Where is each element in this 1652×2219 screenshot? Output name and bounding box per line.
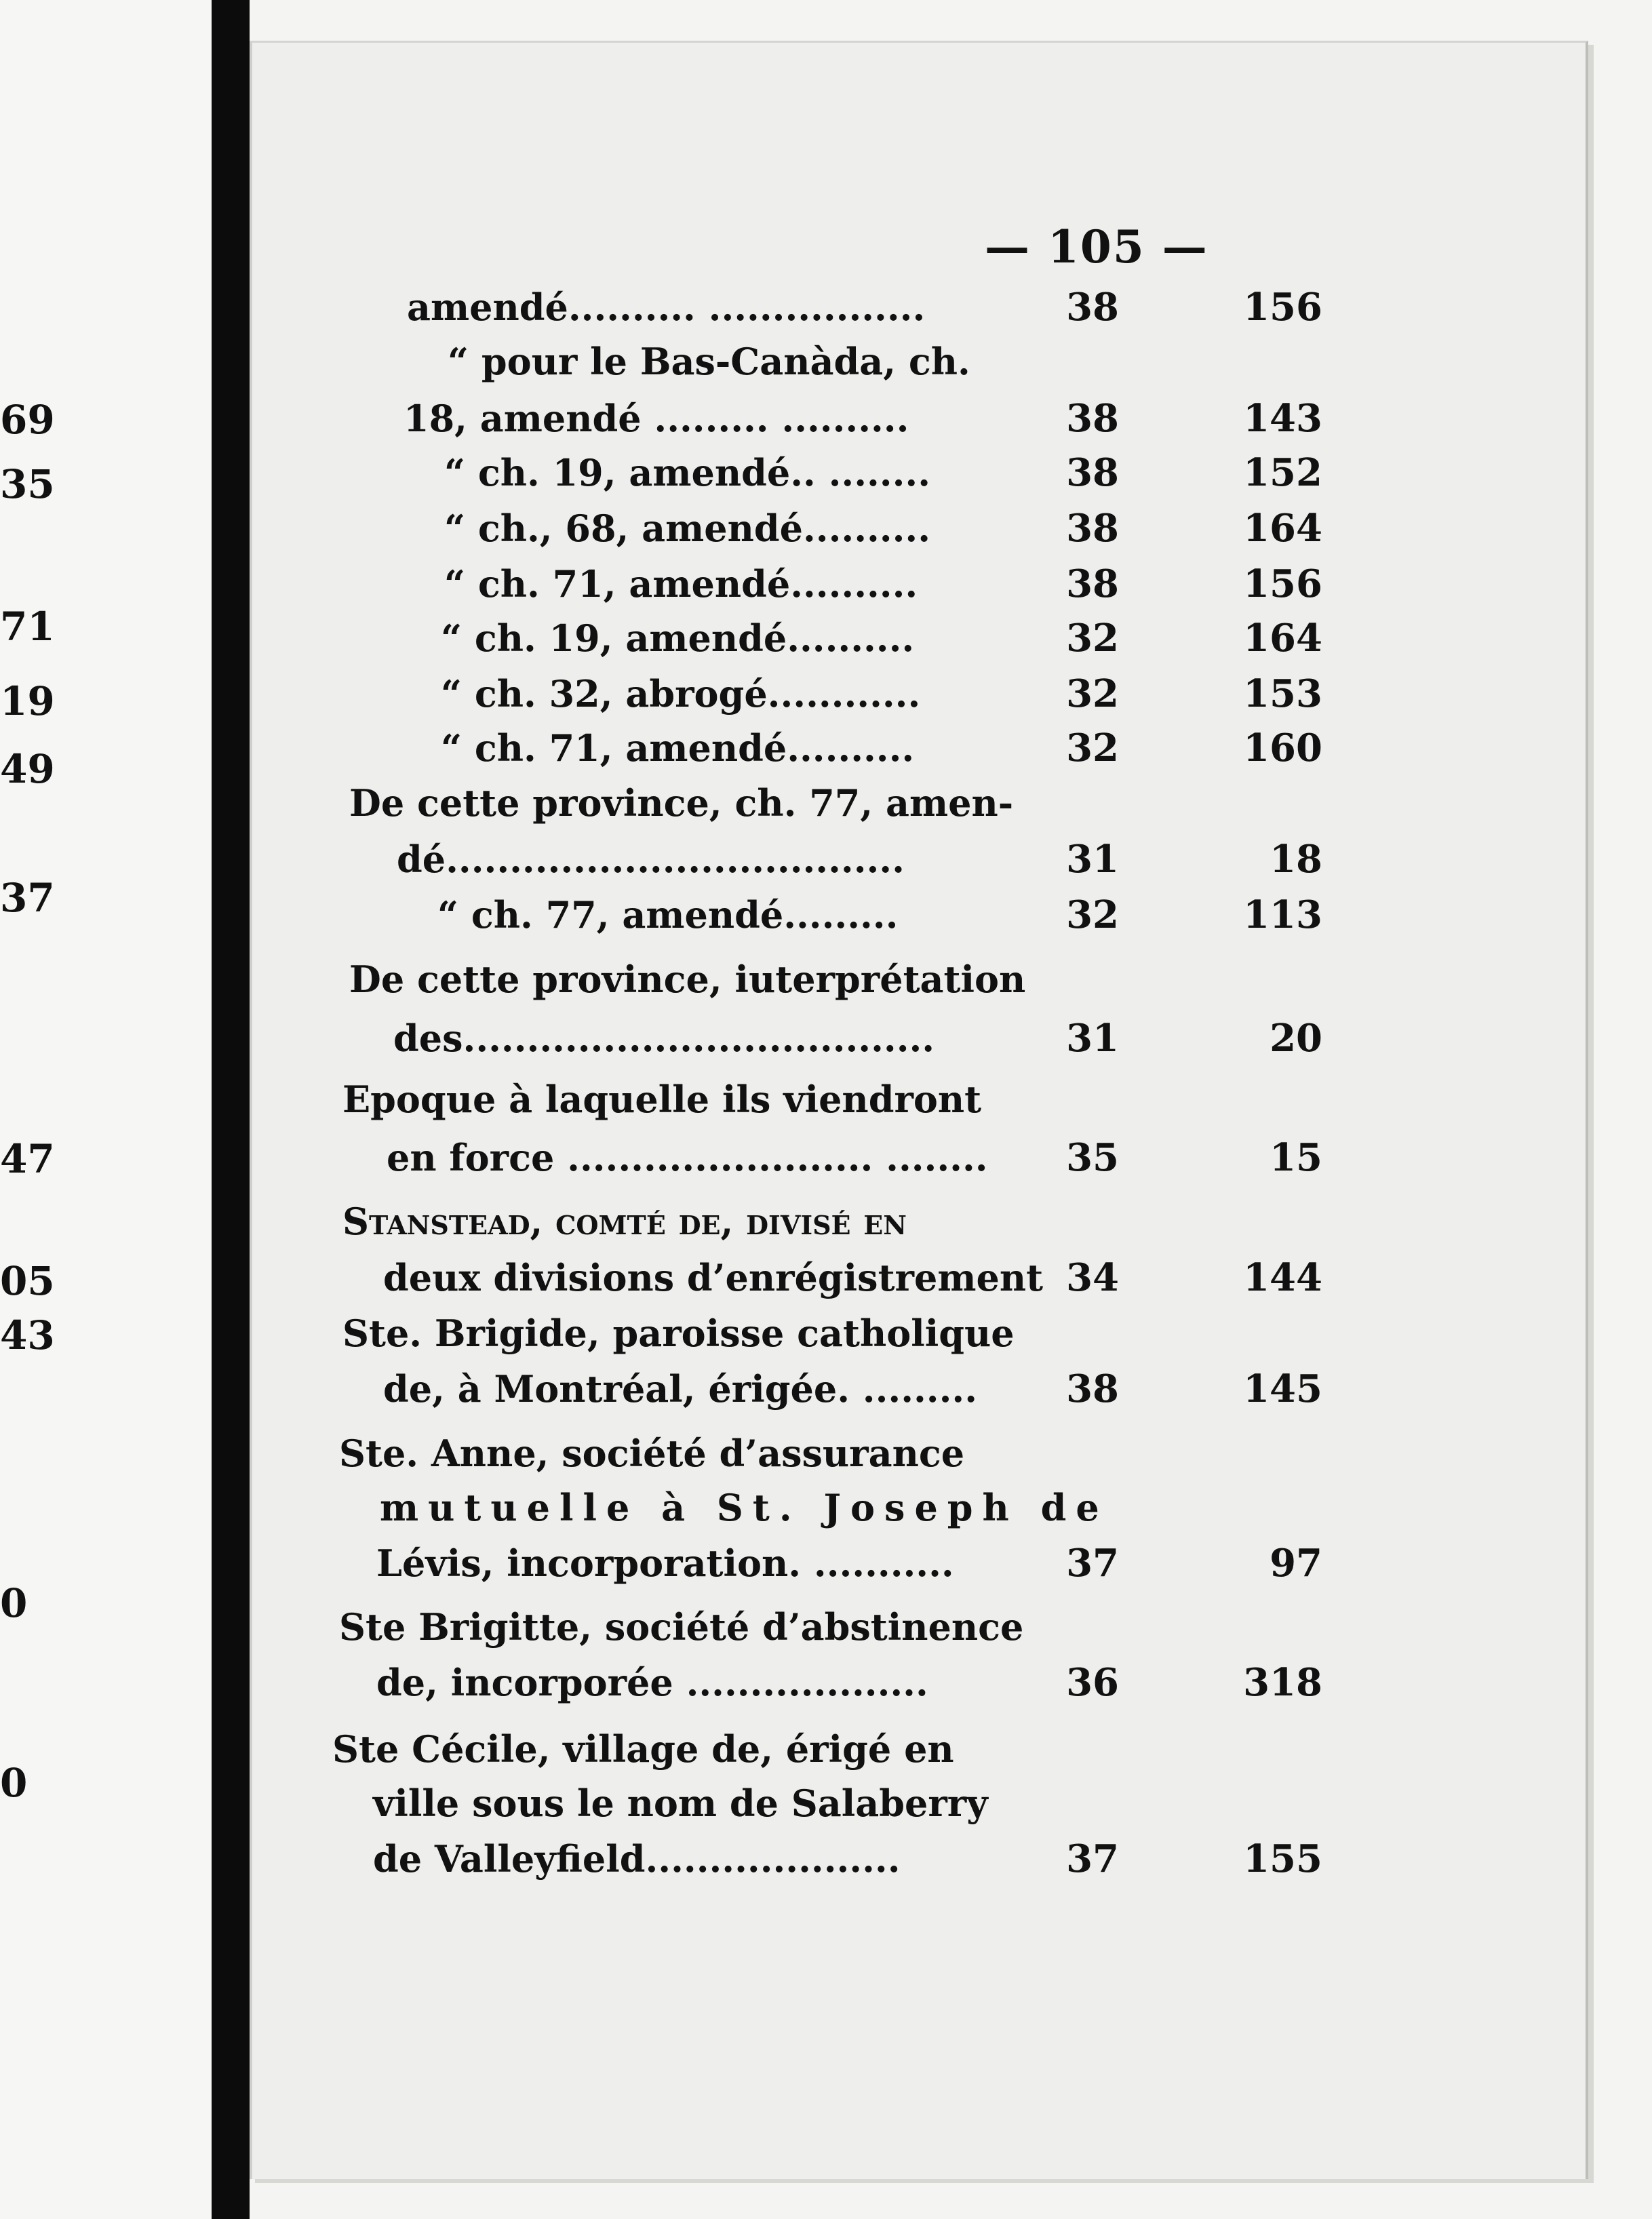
left-page-number: 0 [0,1580,28,1626]
index-entry [0,1480,1356,1535]
entry-text: “ pour le Bas-Canàda, ch. [448,340,970,383]
entry-text: de, incorporée ................... [376,1661,928,1704]
entry-volume: 32 [1066,726,1119,770]
index-entry [0,1655,1356,1710]
index-entry [0,1426,1356,1481]
entry-text: deux divisions d’enrégistrement [383,1256,1044,1299]
index-entry [0,1010,1356,1066]
index-entry [0,556,1356,612]
left-page-number: 05 [0,1258,55,1304]
left-page-number: 43 [0,1312,55,1358]
entry-text: des..................................... [393,1017,935,1060]
index-entry [0,1194,1356,1249]
entry-page: 156 [1243,562,1322,606]
entry-text: Ste. Brigide, paroisse catholique [342,1312,1015,1355]
entry-text: De cette province, ch. 77, amen- [349,781,1014,825]
entry-volume: 38 [1066,285,1119,330]
entry-volume: 37 [1066,1837,1119,1881]
entry-text: amendé.......... ................. [407,286,926,329]
entry-page: 155 [1243,1837,1322,1881]
left-page-number: 35 [0,461,55,507]
entry-volume: 31 [1066,1016,1119,1061]
entry-text: “ ch. 19, amendé.. ........ [444,451,931,494]
entry-page: 152 [1243,450,1322,495]
entry-page: 153 [1243,671,1322,716]
page-number: — 105 — [985,220,1208,273]
entry-text: “ ch. 71, amendé.......... [444,562,918,606]
entry-page: 164 [1243,506,1322,551]
left-page-number: 19 [0,678,55,724]
entry-volume: 38 [1066,396,1119,441]
index-entry [0,666,1356,722]
entry-page: 145 [1243,1367,1322,1411]
index-entry [0,1250,1356,1305]
entry-page: 18 [1270,837,1322,882]
entry-text: de Valleyfield.................... [373,1837,901,1881]
entry-volume: 32 [1066,892,1119,937]
entry-volume: 32 [1066,616,1119,661]
entry-text: Lévis, incorporation. ........... [376,1541,954,1585]
entry-text: Stanstead, comté de, divisé en [342,1200,907,1243]
index-entry [0,1305,1356,1361]
index-entry [0,951,1356,1007]
index-entry [0,1535,1356,1591]
entry-volume: 35 [1066,1135,1119,1180]
entry-volume: 38 [1066,1367,1119,1411]
left-page-number: 49 [0,746,55,792]
index-entry [0,1599,1356,1655]
left-page-number: 47 [0,1136,55,1182]
entry-text: “ ch. 32, abrogé............ [441,672,921,715]
index-entry [0,1775,1356,1831]
index-entry [0,391,1356,446]
entry-text: “ ch., 68, amendé.......... [444,507,931,550]
index-entry [0,887,1356,943]
index-entry [0,279,1356,335]
index-entry [0,1361,1356,1417]
entry-text: De cette province, iuterprétation [349,958,1026,1001]
index-entry [0,720,1356,776]
entry-page: 143 [1243,396,1322,441]
entry-text: Ste Brigitte, société d’abstinence [339,1605,1024,1649]
entry-text: 18, amendé ......... .......... [404,397,909,440]
entry-volume: 37 [1066,1541,1119,1586]
left-page-number: 0 [0,1760,28,1806]
entry-page: 318 [1243,1660,1322,1705]
entry-volume: 38 [1066,506,1119,551]
index-entry [0,1130,1356,1185]
entry-text: Epoque à laquelle ils viendront [342,1078,982,1121]
entry-page: 15 [1270,1135,1322,1180]
entry-text: en force ........................ ........ [387,1136,988,1179]
entry-page: 113 [1243,892,1322,937]
index-entry [0,775,1356,831]
index-entry [0,500,1356,556]
entry-text: “ ch. 77, amendé......... [437,893,899,937]
entry-page: 156 [1243,285,1322,330]
entry-volume: 31 [1066,837,1119,882]
left-page-number: 71 [0,604,55,650]
entry-page: 97 [1270,1541,1322,1586]
index-entry [0,445,1356,500]
entry-text: “ ch. 71, amendé.......... [441,726,915,770]
index-entry [0,1831,1356,1887]
entry-text: “ ch. 19, amendé.......... [441,616,915,660]
entry-page: 164 [1243,616,1322,661]
entry-text: de, à Montréal, érigée. ......... [383,1367,977,1411]
entry-text: Ste Cécile, village de, érigé en [332,1727,954,1771]
index-entry [0,334,1356,389]
entry-volume: 36 [1066,1660,1119,1705]
index-entry [0,831,1356,887]
entry-page: 20 [1270,1016,1322,1061]
index-entry [0,1072,1356,1127]
entry-volume: 34 [1066,1255,1119,1300]
entry-volume: 38 [1066,562,1119,606]
entry-volume: 38 [1066,450,1119,495]
entry-text: mutuelle à St. Joseph de [380,1486,1109,1529]
entry-text: Ste. Anne, société d’assurance [339,1432,965,1475]
entry-page: 144 [1243,1255,1322,1300]
index-entry [0,610,1356,666]
index-entry [0,1721,1356,1777]
entry-volume: 32 [1066,671,1119,716]
entry-page: 160 [1243,726,1322,770]
entry-text: dé.................................... [397,838,905,881]
entry-text: ville sous le nom de Salaberry [373,1782,988,1825]
left-page-number: 69 [0,397,55,443]
left-page-number: 37 [0,875,55,921]
